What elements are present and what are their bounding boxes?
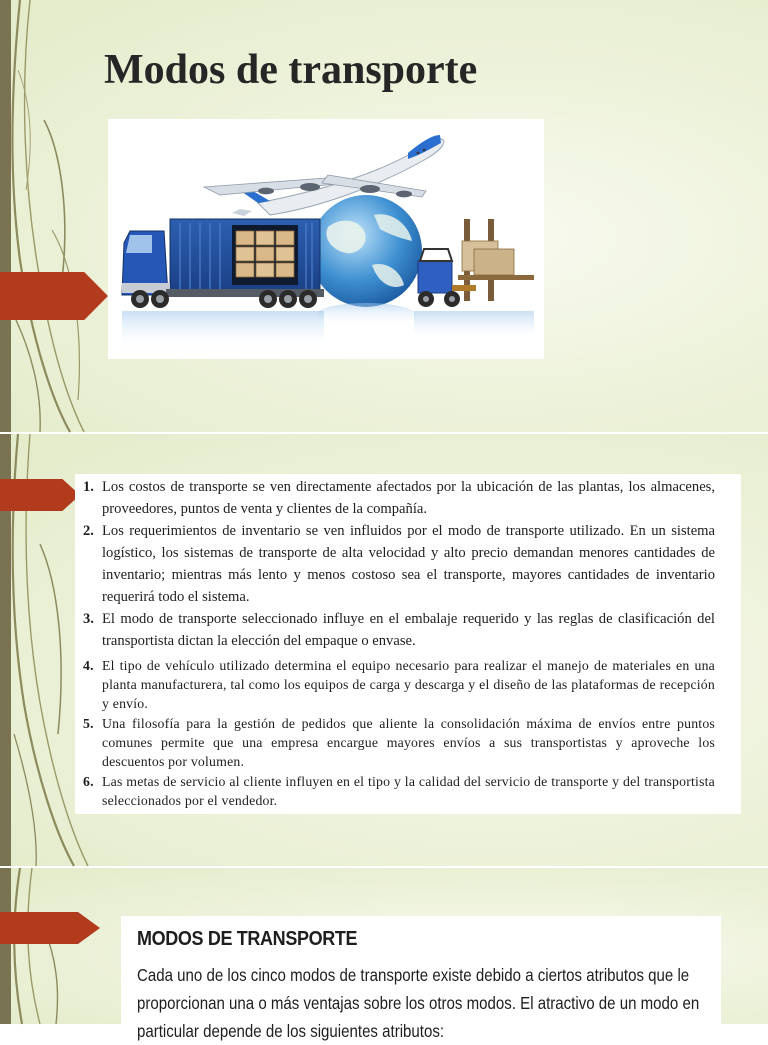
list-item xyxy=(83,714,715,771)
item-text: Una filosofía para la gestión de pedidos que aliente la consolidación máxima de envíos entre puntos comunes permite que una empresa encargue mayores envíos a sus transportistas y aproveche los descuentos por volumen. xyxy=(102,716,715,769)
section-heading: MODOS DE TRANSPORTE xyxy=(137,928,358,950)
list-item xyxy=(83,520,715,608)
item-number: 1. xyxy=(83,479,94,495)
globe-icon xyxy=(310,195,422,327)
item-number: 2. xyxy=(83,523,94,539)
item-text: Los costos de transporte se ven directamente afectados por la ubicación de las plantas, los almacenes, proveedores, puntos de venta y clientes de la compañía. xyxy=(102,479,715,517)
list-item xyxy=(83,656,715,713)
item-number: 3. xyxy=(83,611,94,627)
transport-illustration xyxy=(108,119,544,359)
slide-1 xyxy=(0,0,768,432)
requirements-list xyxy=(75,474,741,814)
list-item xyxy=(83,772,715,810)
truck-icon xyxy=(122,219,324,351)
item-number: 6. xyxy=(83,774,94,789)
slide-title: Modos de transporte xyxy=(104,47,478,93)
item-number: 4. xyxy=(83,658,94,673)
list-item xyxy=(83,608,715,652)
modes-textbox xyxy=(121,916,721,1041)
item-number: 5. xyxy=(83,716,94,731)
slide-3 xyxy=(0,868,768,1041)
forklift-icon xyxy=(414,219,534,341)
slide-2 xyxy=(0,434,768,866)
item-text: El modo de transporte seleccionado influye en el embalaje requerido y las reglas de clasificación del transportista dictan la elección del empaque o envase. xyxy=(102,611,715,649)
airplane-icon xyxy=(204,135,444,216)
item-text: Las metas de servicio al cliente influyen en el tipo y la calidad del servicio de transporte y del transportista seleccionados por el vendedor. xyxy=(102,774,715,808)
section-paragraph: Cada uno de los cinco modos de transporte existe debido a ciertos atributos que le proporcionan una o más ventajas sobre los otros modos. El atractivo de un modo en particular depende de los siguientes atributos: xyxy=(137,965,700,1041)
item-text: El tipo de vehículo utilizado determina el equipo necesario para realizar el manejo de materiales en una planta manufacturera, tal como los equipos de carga y descarga y el diseño de las plataformas de recepción y envío. xyxy=(102,658,715,711)
decorative-lines xyxy=(0,0,120,432)
list-item xyxy=(83,476,715,520)
decorative-lines xyxy=(0,868,120,1024)
item-text: Los requerimientos de inventario se ven influidos por el modo de transporte utilizado. En un sistema logístico, los sistemas de transporte de alta velocidad y alto precio demandan menores cantidades de inventario; mientras más lento y menos costoso sea el transporte, mayores cantidades de inventario requerirá todo el sistema. xyxy=(102,523,715,605)
